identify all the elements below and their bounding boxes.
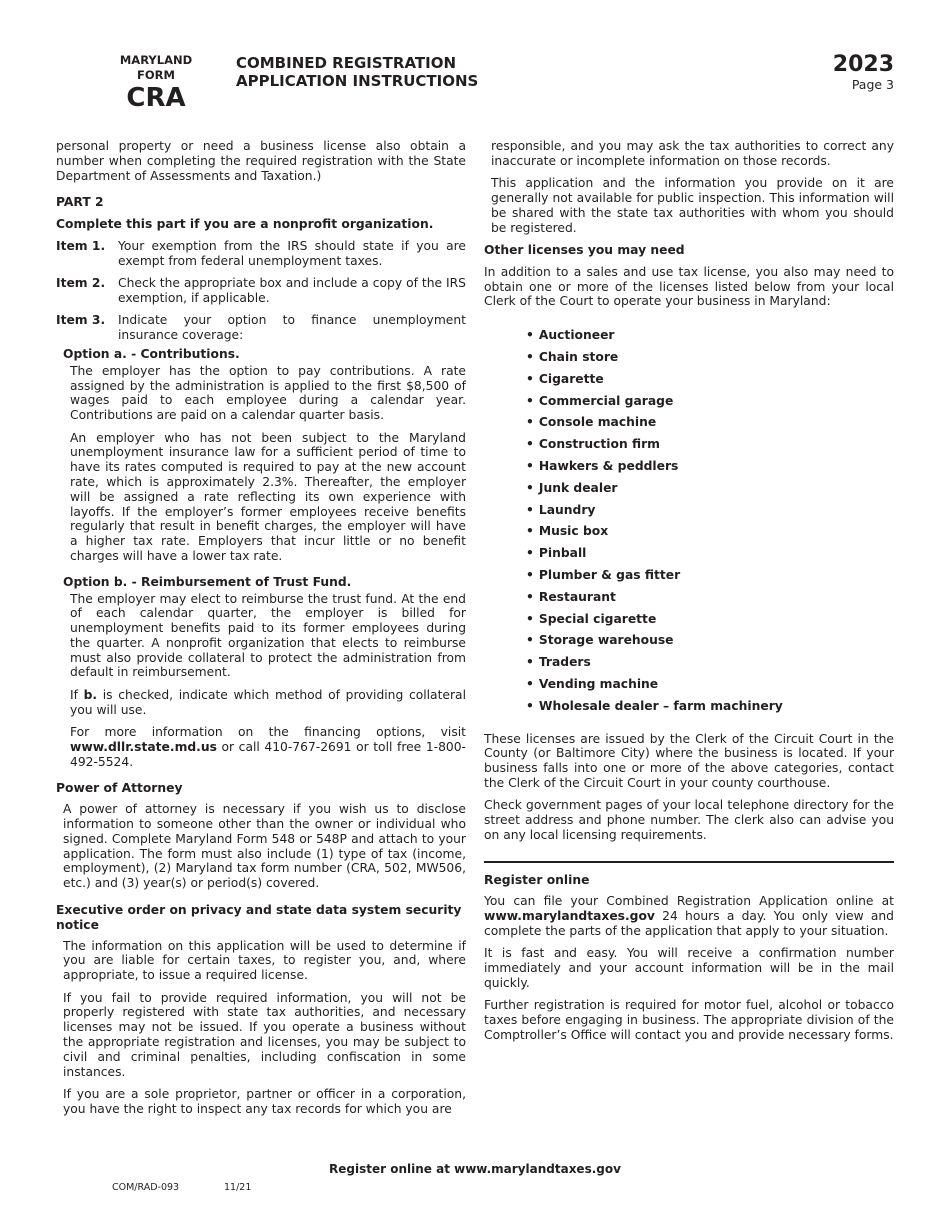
option-a-paragraph-1: The employer has the option to pay contributions. A rate assigned by the administration is applied to the first $8,500 of wages paid to each employee during a calendar year. Contributions are paid on a calendar quarter basis. (70, 363, 466, 423)
register-paragraph-2: It is fast and easy. You will receive a confirmation number immediately and your account information will be in the mail quickly. (484, 946, 894, 991)
list-item: • Construction firm (526, 434, 894, 456)
section-divider (484, 861, 894, 863)
text: 24 hours a day. You only view and complete the parts of the application that apply to your situation. (484, 909, 894, 939)
continued-paragraph-2: This application and the information you provide on it are generally not available for public inspection. This information will be shared with the state tax authorities with whom you should be registered. (491, 176, 894, 235)
list-item: • Restaurant (526, 587, 894, 609)
list-item: • Junk dealer (526, 478, 894, 500)
state-label: MARYLAND (119, 53, 193, 67)
part2-subheading: Complete this part if you are a nonprofit organization. (56, 217, 434, 232)
list-item: • Pinball (526, 543, 894, 565)
other-licenses-intro: In addition to a sales and use tax license, you also may need to obtain one or more of the licenses listed below from your local Clerk of the Court to operate your business in Maryland: (484, 264, 894, 309)
list-item: • Vending machine (526, 674, 894, 696)
part2-heading: PART 2 (56, 195, 104, 210)
left-column (56, 139, 466, 1124)
text: is checked, indicate which method of providing collateral you will use. (70, 687, 466, 717)
continued-paragraph-1: responsible, and you may ask the tax authorities to correct any inaccurate or incomplete information on those records. (491, 139, 894, 168)
list-item: • Storage warehouse (526, 630, 894, 652)
item-key: Item 3. (56, 313, 106, 328)
revision-date: 11/21 (224, 1182, 252, 1193)
privacy-paragraph-3: If you are a sole proprietor, partner or officer in a corporation, you have the right to inspect any tax records for which you are (63, 1086, 466, 1116)
list-item: • Commercial garage (526, 391, 894, 413)
option-b-paragraph-2 (70, 688, 466, 718)
privacy-heading: Executive order on privacy and state data system security notice (56, 903, 462, 932)
license-list (526, 325, 894, 717)
list-item: • Special cigarette (526, 609, 894, 631)
check-text: Check government pages of your local telephone directory for the street address and phone number. The clerk also can advise you on any local licensing requirements. (484, 798, 894, 842)
title-line-2: APPLICATION INSTRUCTIONS (236, 72, 479, 90)
list-item: • Traders (526, 652, 894, 674)
item-text: Indicate your option to finance unemployment insurance coverage: (118, 313, 466, 343)
list-item: • Auctioneer (526, 325, 894, 347)
footer-register-text: Register online at www.marylandtaxes.gov (329, 1162, 621, 1176)
marylandtaxes-link[interactable]: www.marylandtaxes.gov (484, 909, 655, 924)
item-key: Item 1. (56, 238, 106, 253)
privacy-paragraph-2: If you fail to provide required information, you will not be properly registered with state tax authorities, and necessary licenses may not be issued. If you operate a business without the appropriate registration and licenses, you may be subject to civil and criminal penalties, including confiscation in some instances. (63, 990, 466, 1079)
poa-text: A power of attorney is necessary if you wish us to disclose information to someone other than the owner or individual who signed. Complete Maryland Form 548 or 548P and attach to your application. The form must also include (1) type of tax (income, employment), (2) Maryland tax form number (CRA, 502, MW506, etc.) and (3) year(s) or period(s) covered. (63, 802, 466, 891)
list-item: • Chain store (526, 347, 894, 369)
option-b-paragraph-3 (70, 725, 466, 769)
dllr-link[interactable]: www.dllr.state.md.us (70, 739, 217, 754)
issued-text: These licenses are issued by the Clerk of the Circuit Court in the County (or Baltimore City) where the business is located. If your business falls into one or more of the above categories, contact the Clerk of the Circuit Court in your county courthouse. (484, 731, 894, 790)
option-a-paragraph-2: An employer who has not been subject to the Maryland unemployment insurance law for a sufficient period of time to have its rates computed is required to pay at the new account rate, which is approximately 2.3%. Thereafter, the employer will be assigned a rate reflecting its own experience with layoffs. If the employer’s former employees receive benefits regularly that result in benefit charges, the employer will have a higher tax rate. Employers that incur little or no benefit charges will have a lower tax rate. (70, 430, 466, 563)
title-line-1: COMBINED REGISTRATION (236, 54, 457, 72)
form-identifier (110, 53, 202, 113)
text: You can file your Combined Registration Application online at (484, 894, 894, 909)
option-b-heading: Option b. - Reimbursement of Trust Fund. (63, 574, 352, 589)
intro-text: personal property or need a business license also obtain a number when completing the required registration with the State Department of Assessments and Taxation.) (56, 139, 466, 183)
privacy-paragraph-1: The information on this application will be used to determine if you are liable for certain taxes, to register you, and, where appropriate, to issue a required license. (63, 938, 466, 983)
list-item: • Music box (526, 521, 894, 543)
page-number: Page 3 (851, 77, 894, 92)
text: If (70, 687, 84, 702)
list-item: • Hawkers & peddlers (526, 456, 894, 478)
item-text: Your exemption from the IRS should state if you are exempt from federal unemployment taxes. (118, 238, 466, 268)
option-b-paragraph-1: The employer may elect to reimburse the trust fund. At the end of each calendar quarter, the employer is billed for unemployment benefits paid to its former employees during the quarter. A nonprofit organization that elects to reimburse must also provide collateral to protect the administration from default in reimbursement. (70, 591, 466, 680)
bold-option: b. (83, 687, 98, 702)
item-key: Item 2. (56, 276, 106, 291)
form-number: COM/RAD-093 (112, 1182, 180, 1193)
option-a-heading: Option a. - Contributions. (63, 346, 240, 361)
form-label: FORM (137, 68, 175, 82)
text: or call 410-767-2691 or toll free 1-800-492-5524. (70, 739, 466, 769)
poa-heading: Power of Attorney (56, 781, 183, 796)
register-paragraph-3: Further registration is required for motor fuel, alcohol or tobacco taxes before engaging in business. The appropriate division of the Comptroller’s Office will contact you and provide necessary forms. (484, 998, 894, 1043)
register-heading: Register online (484, 872, 590, 887)
tax-year: 2023 (832, 52, 894, 77)
list-item: • Cigarette (526, 369, 894, 391)
text: For more information on the financing options, visit (70, 725, 466, 740)
list-item: • Console machine (526, 412, 894, 434)
item-text: Check the appropriate box and include a copy of the IRS exemption, if applicable. (118, 276, 466, 305)
item-2 (56, 276, 466, 306)
register-paragraph-1 (484, 894, 894, 938)
right-column (484, 139, 894, 1050)
list-item: • Plumber & gas fitter (526, 565, 894, 587)
list-item: • Laundry (526, 500, 894, 522)
form-code: CRA (126, 83, 186, 113)
year-block (833, 52, 894, 92)
item-3 (56, 313, 466, 343)
list-item: • Wholesale dealer – farm machinery (526, 696, 894, 718)
other-licenses-heading: Other licenses you may need (484, 242, 685, 257)
item-1 (56, 239, 466, 269)
page-title (236, 54, 478, 90)
